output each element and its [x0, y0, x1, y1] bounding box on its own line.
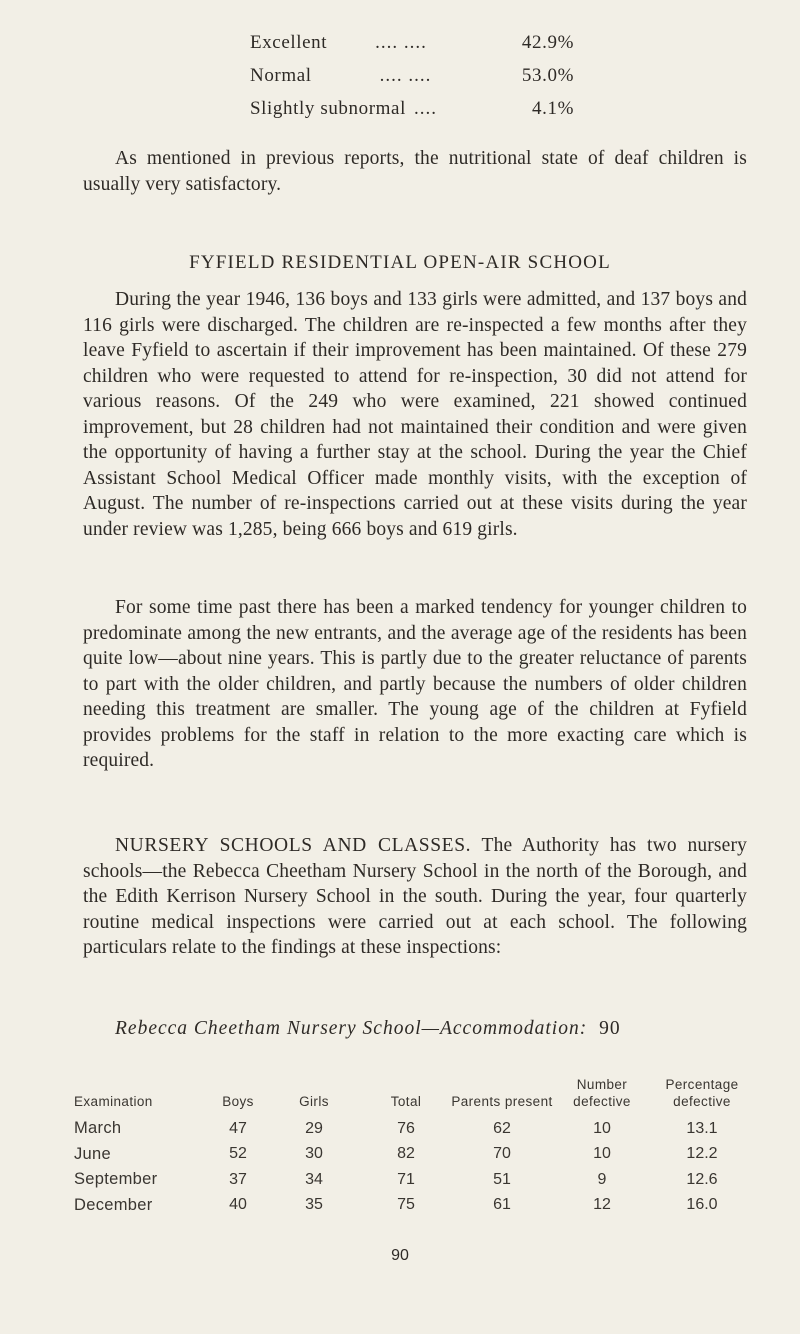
table-row [74, 1116, 754, 1142]
nutrition-value: 4.1% [532, 98, 574, 119]
cell-total: 76 [397, 1119, 415, 1137]
nutrition-label: Normal [250, 65, 312, 86]
nutrition-label: Excellent [250, 32, 328, 53]
leader-dots: .... .... [379, 65, 432, 86]
page-number: 90 [391, 1247, 409, 1264]
cell-parents-present: 51 [493, 1170, 511, 1188]
cell-girls: 34 [305, 1170, 323, 1188]
cell-girls: 30 [305, 1145, 323, 1163]
table-row [74, 1167, 754, 1193]
cell-total: 75 [397, 1196, 415, 1214]
cell-percentage-defective: 12.6 [686, 1170, 718, 1188]
leader-dots: .... .... [375, 32, 427, 53]
nursery-text: The Authority has two nursery schools—the Rebecca Cheetham Nursery School in the north of the Borough, and the Edith Kerrison Nursery School in the south. During the year, four quarterly routine medical inspections were carried out at each school. The following particulars relate to the findings at these inspections: [83, 835, 747, 958]
cell-percentage-defective: 16.0 [686, 1196, 718, 1214]
cell-examination: December [74, 1195, 153, 1214]
cell-total: 71 [397, 1170, 415, 1188]
nutrition-value: 53.0% [521, 65, 574, 86]
table-row [74, 1142, 754, 1168]
cell-parents-present: 62 [493, 1119, 511, 1137]
leader-dots: .... [413, 98, 437, 119]
nutrition-row-slightly-subnormal [250, 98, 580, 131]
fyfield-paragraph-1: During the year 1946, 136 boys and 133 girls were admitted, and 137 boys and 116 girls were discharged. The children are re-inspected a few months after they leave Fyfield to ascertain if their improvement has been maintained. Of these 279 children who were requested to attend for re-inspection, 30 did not attend for various reasons. Of the 249 who were examined, 221 showed continued improvement, but 28 children had not maintained their condition and were given the opportunity of having a further stay at the school. During the year the Chief Assistant School Medical Officer made monthly visits, with the exception of August. The number of re-inspections carried out at these visits during the year under review was 1,285, being 666 boys and 619 girls. [83, 289, 747, 540]
header-parents-present: Parents present [451, 1094, 553, 1109]
table-title-text: Rebecca Cheetham Nursery School—Accommodation: [115, 1018, 588, 1039]
cell-number-defective: 12 [593, 1196, 611, 1214]
cell-examination: June [74, 1144, 111, 1163]
cell-examination: March [74, 1119, 122, 1138]
table-title [83, 1018, 747, 1040]
nutrition-label: Slightly subnormal [250, 98, 406, 119]
cell-number-defective: 10 [593, 1119, 611, 1137]
cell-boys: 37 [229, 1170, 247, 1188]
cell-boys: 47 [229, 1119, 247, 1137]
header-number-defective: Number defective [573, 1077, 631, 1109]
nutrition-table [250, 32, 580, 131]
table-header-row [74, 1060, 754, 1110]
cell-total: 82 [397, 1145, 415, 1163]
nursery-paragraph [83, 833, 747, 961]
header-girls: Girls [299, 1094, 329, 1109]
cell-number-defective: 10 [593, 1145, 611, 1163]
accommodation-value: 90 [599, 1018, 621, 1039]
inspection-table [74, 1060, 754, 1218]
cell-parents-present: 70 [493, 1145, 511, 1163]
cell-boys: 40 [229, 1196, 247, 1214]
table-row [74, 1193, 754, 1219]
cell-percentage-defective: 13.1 [686, 1119, 718, 1137]
cell-girls: 29 [305, 1119, 323, 1137]
fyfield-heading: FYFIELD RESIDENTIAL OPEN-AIR SCHOOL [189, 252, 611, 273]
nutrition-row-normal [250, 65, 580, 98]
nursery-heading: NURSERY SCHOOLS AND CLASSES. [115, 835, 472, 856]
cell-number-defective: 9 [597, 1170, 607, 1188]
header-examination: Examination [74, 1094, 153, 1109]
cell-parents-present: 61 [493, 1196, 511, 1214]
nutrition-paragraph: As mentioned in previous reports, the nutritional state of deaf children is usually very satisfactory. [83, 148, 747, 195]
cell-girls: 35 [305, 1196, 323, 1214]
cell-examination: September [74, 1170, 158, 1189]
cell-percentage-defective: 12.2 [686, 1145, 718, 1163]
header-boys: Boys [222, 1094, 254, 1109]
nutrition-value: 42.9% [521, 32, 574, 53]
header-total: Total [390, 1094, 422, 1109]
cell-boys: 52 [229, 1145, 247, 1163]
nutrition-row-excellent [250, 32, 580, 65]
header-percentage-defective: Percentage defective [665, 1077, 739, 1109]
fyfield-paragraph-2: For some time past there has been a marked tendency for younger children to predominate among the new entrants, and the average age of the residents has been quite low—about nine years. This is partly due to the greater reluctance of parents to part with the older children, and partly because the numbers of older children needing this treatment are smaller. The young age of the children at Fyfield provides problems for the staff in relation to the more exacting care which is required. [83, 597, 747, 771]
